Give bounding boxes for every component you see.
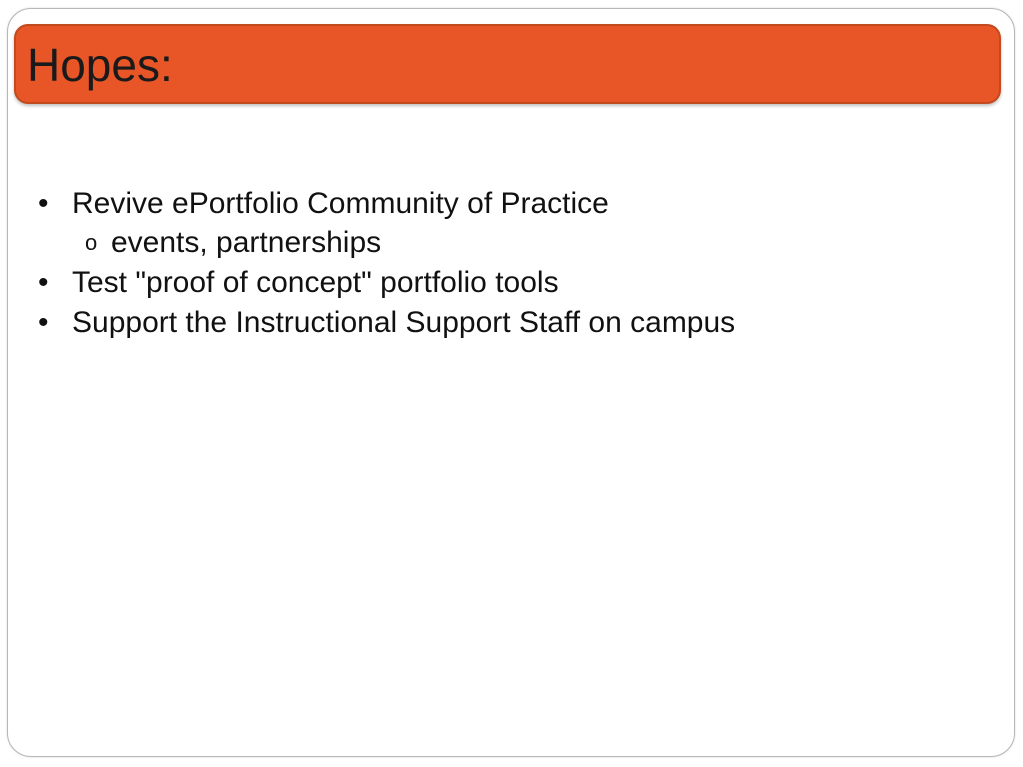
bullet-text: Revive ePortfolio Community of Practice [72, 187, 609, 220]
bullet-item [38, 186, 609, 222]
slide-title: Hopes: [27, 39, 173, 91]
bullet-icon: • [38, 187, 49, 220]
bullet-text: Test "proof of concept" portfolio tools [72, 266, 559, 299]
sub-bullet-text: events, partnerships [111, 226, 382, 259]
bullet-text: Support the Instructional Support Staff on campus [72, 306, 736, 339]
bullet-item [38, 265, 559, 301]
circle-bullet-icon: o [85, 230, 98, 255]
sub-bullet-item [85, 225, 381, 261]
bullet-item [38, 305, 735, 341]
bullet-icon: • [38, 306, 49, 339]
bullet-icon: • [38, 266, 49, 299]
